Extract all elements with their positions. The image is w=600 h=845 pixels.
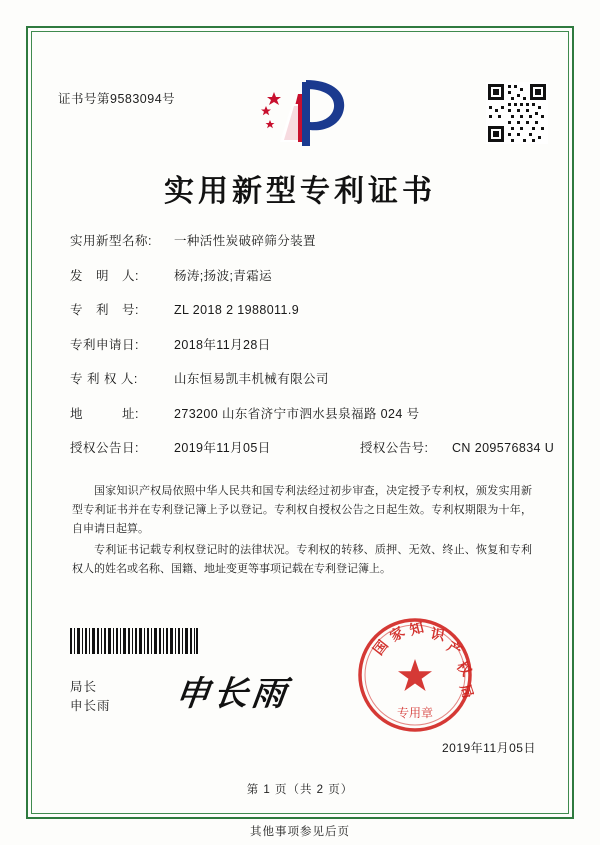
signature-handwriting: 申长雨 [173, 674, 293, 714]
svg-text:产: 产 [443, 638, 465, 660]
signature-name: 申长雨 [70, 699, 111, 713]
signature-role: 局长 [70, 680, 98, 694]
svg-text:知: 知 [408, 619, 426, 639]
svg-text:权: 权 [452, 658, 474, 680]
field-row [70, 369, 534, 387]
field-row [70, 266, 534, 284]
field-label: 发 明 人: [70, 268, 139, 283]
svg-text:识: 识 [429, 626, 446, 645]
fields-block [70, 231, 555, 473]
qr-code-icon [486, 82, 548, 144]
field-row [70, 335, 534, 353]
field-value: ZL 2018 2 1988011.9 [174, 303, 300, 317]
field-value-secondary: CN 209576834 U [452, 441, 555, 455]
field-label: 专 利 权 人: [70, 372, 138, 386]
field-row-grant [70, 438, 555, 456]
page-number: 第 1 页（共 2 页） [246, 784, 354, 796]
footer-note: 其他事项参见后页 [250, 826, 350, 838]
field-row [70, 300, 534, 318]
field-value: 2019年11月05日 [174, 441, 271, 455]
field-value: 一种活性炭破碎筛分装置 [174, 234, 316, 248]
field-label: 专利申请日: [70, 337, 139, 352]
svg-text:家: 家 [387, 624, 408, 646]
field-label: 实用新型名称: [70, 234, 152, 248]
field-row [70, 404, 534, 422]
paragraph: 国家知识产权局依照中华人民共和国专利法经过初步审查，决定授予专利权，颁发实用新型专利证书并在专利登记簿上予以登记。专利权自授权公告之日起生效。专利权期限为十年，自申请日起算。 [72, 485, 532, 535]
page-title: 实用新型专利证书 [164, 174, 436, 209]
seal-date: 2019年11月05日 [441, 741, 536, 755]
field-label: 授权公告日: [70, 441, 139, 455]
certificate-number: 证书号第9583094号 [58, 92, 176, 106]
certificate-content [46, 46, 554, 799]
cnipa-logo-icon [240, 74, 360, 154]
field-value: 杨涛;扬波;青霜运 [174, 268, 273, 283]
field-row [70, 231, 534, 249]
field-value: 273200 山东省济宁市泗水县泉福路 024 号 [174, 406, 420, 421]
field-label: 专 利 号: [70, 303, 139, 317]
svg-text:国: 国 [370, 637, 392, 659]
field-label: 地 址: [70, 406, 139, 421]
barcode-icon [70, 628, 198, 654]
field-label-secondary: 授权公告号: [360, 441, 429, 455]
svg-text:局: 局 [456, 682, 474, 701]
body-paragraphs [72, 482, 532, 581]
signature-labels [70, 678, 111, 716]
field-value: 山东恒易凯丰机械有限公司 [174, 372, 329, 386]
svg-text:专用章: 专用章 [396, 706, 434, 720]
official-seal [356, 616, 474, 734]
paragraph: 专利证书记载专利权登记时的法律状况。专利权的转移、质押、无效、终止、恢复和专利权人的姓名或名称、国籍、地址变更等事项记载在专利登记簿上。 [72, 544, 532, 575]
field-value: 2018年11月28日 [174, 337, 271, 352]
